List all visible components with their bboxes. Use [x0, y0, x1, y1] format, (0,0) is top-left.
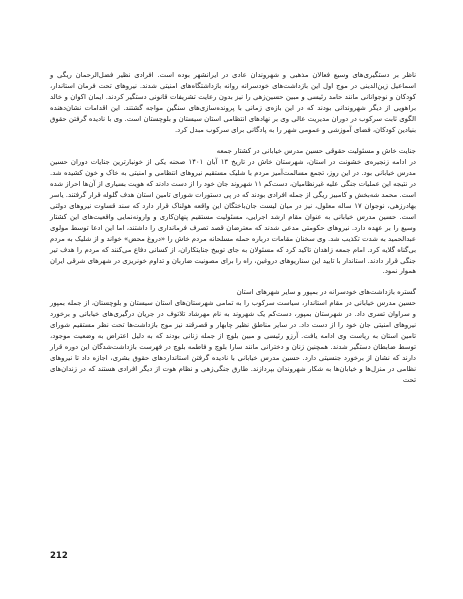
section-heading-bampur: گستره بازداشت‌های خودسرانه در بمپور و سایر شهرهای استان [236, 288, 416, 297]
page-number: 212 [50, 551, 68, 561]
paragraph-khash-massacre: در ادامه زنجیره‌ی خشونت در استان، شهرستان خاش در تاریخ ۱۳ آبان ۱۴۰۱ صحنه یکی از خونبارترین جنایات دوران حسین مدرس خیابانی بود. در این روز، تجمع مسالمت‌آمیز مردم با شلیک مستقیم نیروهای انتظامی و امنیتی به خاک و خون کشیده شد. در نتیجه این عملیات جنگی علیه غیرنظامیان، دست‌کم ۱۱ شهروند جان خود را از دست دادند که هویت بسیاری از آن‌ها احراز شده است. محمد شه‌بخش و کامبیز ریگی از جمله افرادی بودند که در پی دستورات شورای تامین استان هدف گلوله قرار گرفتند. یاسر بهادرزهی، نوجوان ۱۷ ساله معلول، نیز در میان لیست جان‌باختگان این واقعه هولناک قرار دارد که سند قساوت نیروهای دولتی است. حسین مدرس خیابانی به عنوان مقام ارشد اجرایی، مسئولیت مستقیم پنهان‌کاری و وارونه‌نمایی واقعیت‌های این کشتار وسیع را بر عهده دارد. نیروهای حکومتی مدعی شدند که معترضان قصد تصرف فرمانداری را داشتند، اما این ادعا توسط مولوی عبدالحمید به شدت تکذیب شد. وی سخنان مقامات درباره حمله مسلحانه مردم خاش را «دروغ محض» خواند و از شلیک به مردم بی‌گناه گلایه کرد. امام جمعه زاهدان تاکید کرد که مسئولان به جای توبیخ جنایتکاران، از کسانی دفاع می‌کنند که مردم را هدف تیر جنگی قرار دادند. استاندار با تایید این سناریوهای دروغین، راه را برای مصونیت ضاربان و تداوم خونریزی در شهرهای شرقی ایران هموار نمود. [50, 158, 416, 276]
document-body [50, 70, 416, 385]
paragraph-bampur-arrests: حسین مدرس خیابانی در مقام استاندار، سیاست سرکوب را به تمامی شهرستان‌های استان سیستان و بلوچستان، از جمله بمپور و سراوان تسری داد. در شهرستان بمپور، دست‌کم یک شهروند به نام مهرشاد تلاتوف در جریان درگیری‌های خیابانی و برخورد نیروهای امنیتی جان خود را از دست داد. در سایر مناطق نظیر چابهار و قصرقند نیز موج بازداشت‌ها تحت نظر مستقیم شورای تامین استان به ریاست وی ادامه یافت. آرزو رئیسی و مبین بلوچ از جمله زنانی بودند که به دلیل اعتراض به وضعیت موجود، توسط ضابطان دستگیر شدند. همچنین زنان و دخترانی مانند سارا بلوچ و فاطمه بلوچ در فهرست بازداشت‌شدگان این دوره قرار دارند که نشان از برخورد جنسیتی دارد. حسین مدرس خیابانی با نادیده گرفتن استانداردهای حقوق بشری، اجازه داد تا نیروهای نظامی در منزل‌ها و خیابان‌ها به شکار شهروندان بپردازند. طارق جنگی‌زهی و نظام هوت از دیگر افرادی هستند که در زندان‌های تحت [50, 299, 416, 384]
paragraph-arrests-iranshahr: ناظر بر دستگیری‌های وسیع فعالان مذهبی و شهروندان عادی در ایرانشهر بوده است. افرادی نظیر فضل‌الرحمان ریگی و اسماعیل زین‌الدینی در موج اول این بازداشت‌های خودسرانه روانه بازداشتگاه‌های امنیتی شدند. نیروهای تحت فرمان استاندار، کودکان و نوجوانانی مانند حامد رئیسی و مبین حسین‌زهی را نیز بدون رعایت تشریفات قانونی دستگیر کردند. ایمان اکوان و خالد براهویی از دیگر شهروندانی بودند که در این بازه‌ی زمانی با پرونده‌سازی‌های سنگین مواجه گشتند. این اقدامات نشان‌دهنده الگوی ثابت سرکوب در دوران مدیریت عالی وی بر نهادهای انتظامی استان سیستان و بلوچستان است. وی با نادیده گرفتن حقوق بنیادین کودکان، فضای آموزشی و عمومی شهر را به پادگانی برای سرکوب مبدل کرد. [50, 71, 416, 134]
section-heading-khash: جنایت خاش و مسئولیت حقوقی حسین مدرس خیابانی در کشتار جمعه [216, 147, 416, 156]
